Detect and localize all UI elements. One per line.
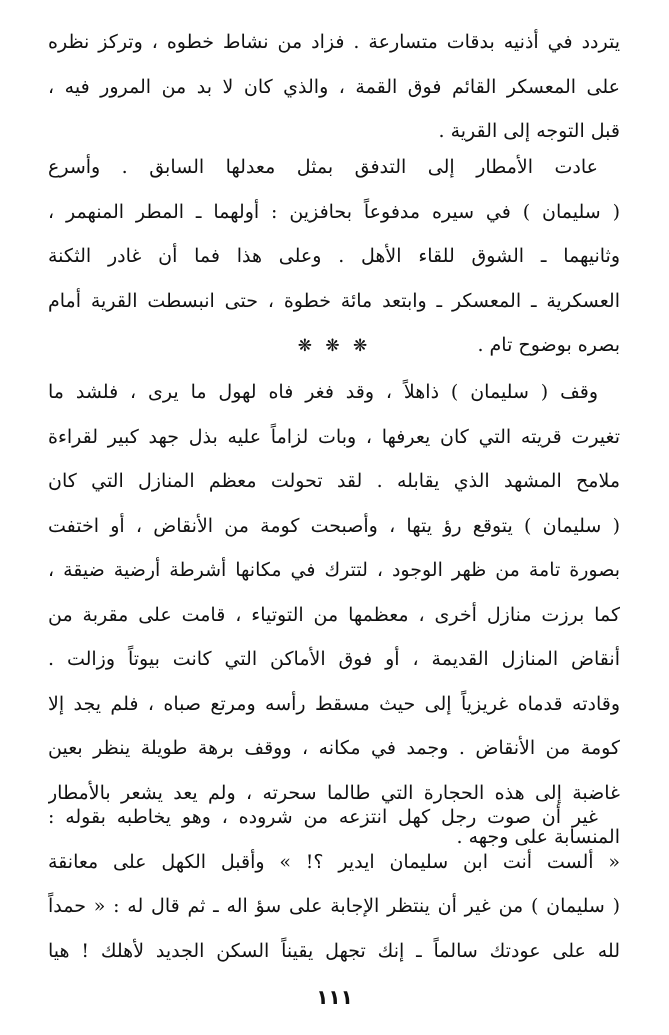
text-line: العسكرية ـ المعسكر ـ وابتعد مائة خطوة ، حتى انبسطت القرية أمام (48, 289, 620, 312)
text-line: عادت الأمطار إلى التدفق بمثل معدلها السابق . وأسرع (48, 156, 598, 178)
text-line: وثانيهما ـ الشوق للقاء الأهل . وعلى هذا فما أن غادر الثكنة (48, 245, 620, 267)
text-line: كومة من الأنقاض . وجمد في مكانه ، ووقف برهة طويلة ينظر بعين (48, 737, 620, 759)
text-line: ( سليمان ) من غير أن ينتظر الإجابة على سؤ اله ـ ثم قال له : « حمداً (48, 895, 620, 917)
text-line: قبل التوجه إلى القرية . (438, 120, 620, 142)
paragraph-3 (48, 370, 620, 860)
section-separator: ❋ ❋ ❋ (297, 336, 372, 356)
paragraph-1 (48, 20, 620, 154)
text-line: ( سليمان ) في سيره مدفوعاً بحافزين : أولهما ـ المطر المنهمر ، (48, 200, 620, 223)
text-line: بصورة تامة من ظهر الوجود ، لتترك في مكانها أشرطة أرضية ضيقة ، (48, 559, 620, 581)
text-line: لله على عودتك سالماً ـ إنك تجهل يقيناً السكن الجديد لأهلك ! هيا (48, 939, 620, 962)
text-line: وقف ( سليمان ) ذاهلاً ، وقد فغر فاه لهول ما يرى ، فلشد ما (48, 381, 598, 403)
text-line: ( سليمان ) يتوقع رؤ يتها ، وأصبحت كومة من الأنقاض ، أو اختفت (48, 514, 620, 537)
text-line: كما برزت منازل أخرى ، معظمها من التوتياء ، قامت على مقربة من (48, 603, 620, 626)
text-line: غاضبة إلى هذه الحجارة التي طالما سحرته ، ولم يعد يشعر بالأمطار (48, 781, 620, 804)
text-line: وقادته قدماه غريزياً إلى حيث مسقط رأسه ومرتع صباه ، فلم يجد إلا (48, 692, 620, 715)
text-line: ملامح المشهد الذي يقابله . لقد تحولت معظم المنازل التي كان (48, 470, 620, 492)
paragraph-4 (48, 795, 620, 973)
text-line: على المعسكر القائم فوق القمة ، والذي كان لا بد من المرور فيه ، (48, 75, 620, 98)
text-line: « ألست أنت ابن سليمان ايدير ؟! » وأقبل الكهل على معانقة (48, 850, 620, 873)
text-line: بصره بوضوح تام . (477, 334, 620, 356)
text-line: تغيرت قريته التي كان يعرفها ، وبات لزاماً عليه بذل جهد كبير لقراءة (48, 425, 620, 448)
text-line: المنسابة على وجهه . (456, 826, 620, 848)
text-line: يتردد في أذنيه بدقات متسارعة . فزاد من نشاط خطوه ، وتركز نظره (48, 31, 620, 53)
page-number: ١١١ (316, 985, 353, 1009)
text-line: غير أن صوت رجل كهل انتزعه من شروده ، وهو يخاطبه بقوله : (48, 806, 598, 828)
text-line: أنقاض المنازل القديمة ، أو فوق الأماكن التي كانت بيوتاً وزالت . (48, 648, 620, 670)
